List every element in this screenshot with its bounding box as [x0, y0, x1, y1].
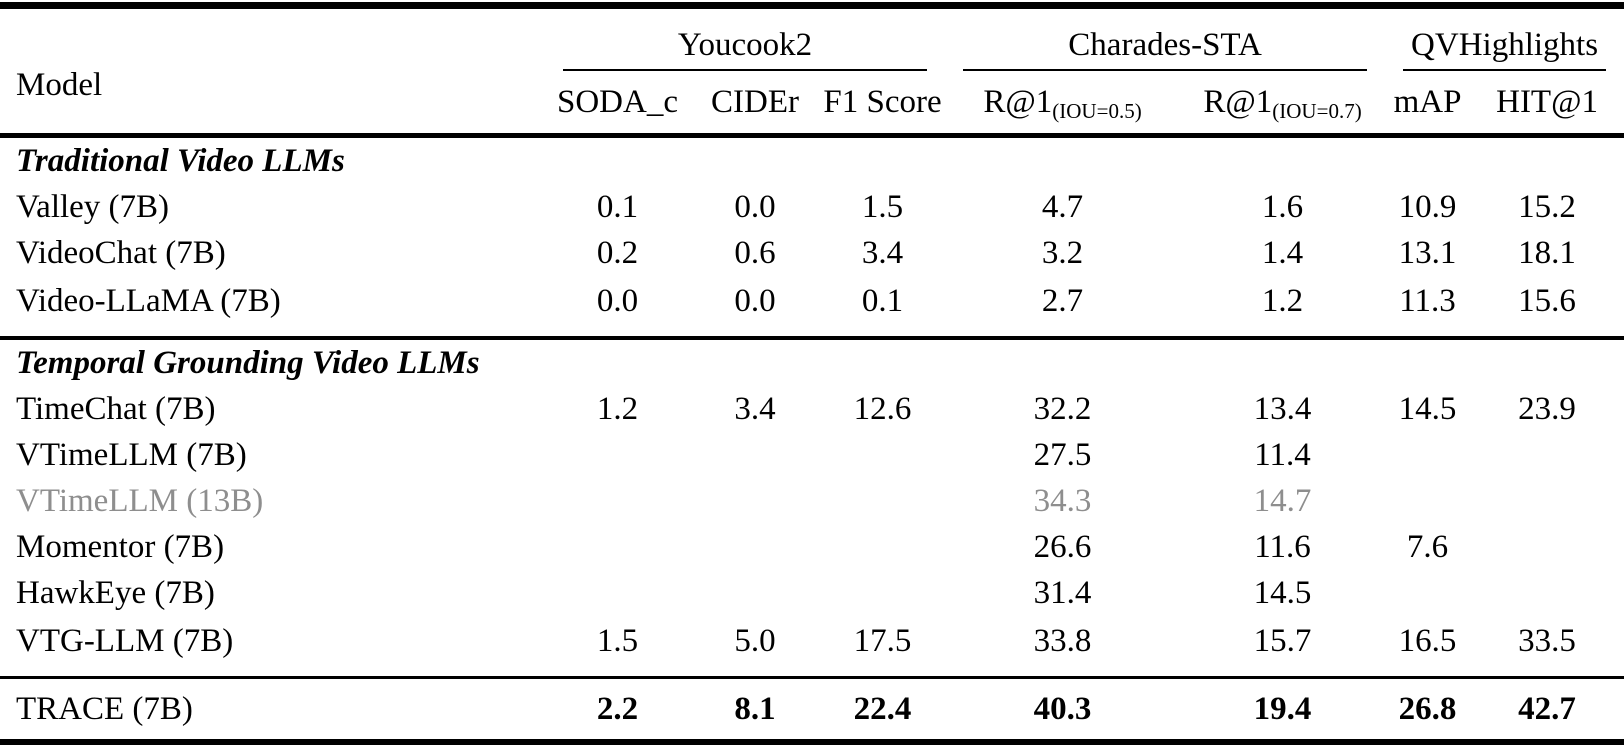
value-cell: 22.4	[820, 678, 945, 743]
value-cell: 32.2	[1033, 390, 1092, 427]
column-header-hit1: HIT@1	[1470, 71, 1624, 136]
model-name-cell: Valley (7B)	[16, 188, 170, 225]
model-header-label: Model	[16, 67, 103, 104]
value-cell: 0.1	[596, 188, 639, 225]
value-cell: 1.2	[1261, 282, 1304, 319]
value-cell: 26.6	[1033, 528, 1092, 565]
column-header-map: mAP	[1385, 71, 1470, 136]
value-cell: 18.1	[1518, 234, 1576, 271]
value-cell	[1470, 524, 1624, 570]
table-row	[0, 570, 1624, 616]
value-cell: 1.5	[596, 622, 639, 659]
value-cell: 17.5	[853, 622, 912, 659]
model-name-cell: TRACE (7B)	[0, 678, 545, 743]
value-cell	[1470, 570, 1624, 616]
value-cell: 42.7	[1470, 678, 1624, 743]
column-header-soda-c: SODA_c	[545, 71, 690, 136]
value-cell: 12.6	[853, 390, 912, 427]
group-label: Youcook2	[677, 27, 813, 64]
value-cell: 3.2	[1041, 234, 1084, 271]
group-label: Charades-STA	[1068, 27, 1262, 64]
value-cell: 1.5	[861, 188, 904, 225]
model-name-cell: Video-LLaMA (7B)	[16, 282, 281, 319]
value-cell: 0.0	[596, 282, 639, 319]
model-name-cell: Momentor (7B)	[16, 528, 225, 565]
model-name-cell: VTG-LLM (7B)	[16, 622, 234, 659]
table-footer	[0, 678, 1624, 743]
section-title-row	[0, 136, 1624, 185]
value-cell	[545, 478, 690, 524]
section-title-row	[0, 338, 1624, 386]
value-cell	[545, 570, 690, 616]
group-header-row	[0, 6, 1624, 72]
value-cell: 40.3	[945, 678, 1180, 743]
value-cell: 0.0	[734, 282, 776, 319]
value-cell: 15.7	[1253, 622, 1312, 659]
column-header-cider: CIDEr	[690, 71, 820, 136]
value-cell: 3.4	[734, 390, 776, 427]
value-cell	[545, 524, 690, 570]
value-cell: 31.4	[1033, 574, 1092, 611]
column-header-f1-score: F1 Score	[820, 71, 945, 136]
value-cell	[690, 570, 820, 616]
model-name-cell: VTimeLLM (13B)	[16, 482, 264, 519]
value-cell: 16.5	[1398, 622, 1457, 659]
value-cell	[1470, 478, 1624, 524]
section-title: Temporal Grounding Video LLMs	[0, 338, 1624, 386]
value-cell	[690, 432, 820, 478]
table-row	[0, 616, 1624, 678]
value-cell	[1385, 570, 1470, 616]
group-header-youcook2	[545, 6, 945, 72]
value-cell	[820, 478, 945, 524]
table-row	[0, 524, 1624, 570]
value-cell	[1385, 478, 1470, 524]
value-cell: 15.6	[1518, 282, 1576, 319]
value-cell: 23.9	[1518, 390, 1576, 427]
value-cell: 11.6	[1254, 528, 1311, 565]
value-cell: 0.0	[734, 188, 776, 225]
value-cell: 3.4	[861, 234, 904, 271]
value-cell: 13.4	[1253, 390, 1312, 427]
table-row	[0, 386, 1624, 432]
value-cell: 2.7	[1041, 282, 1084, 319]
column-header-r1-iou07: $R@1_{(IOU=0.7)}$	[1180, 71, 1385, 136]
value-cell: 34.3	[1033, 482, 1092, 519]
model-name-cell: HawkEye (7B)	[16, 574, 215, 611]
value-cell	[545, 432, 690, 478]
value-cell: 13.1	[1398, 234, 1457, 271]
result-row	[0, 678, 1624, 743]
value-cell: 33.8	[1033, 622, 1092, 659]
value-cell: 1.6	[1261, 188, 1304, 225]
value-cell: 8.1	[690, 678, 820, 743]
value-cell	[820, 432, 945, 478]
model-name-cell: VTimeLLM (7B)	[16, 436, 247, 473]
value-cell: 15.2	[1518, 188, 1576, 225]
table-row	[0, 184, 1624, 230]
value-cell: 19.4	[1180, 678, 1385, 743]
table-body	[0, 136, 1624, 678]
value-cell: 0.1	[861, 282, 904, 319]
value-cell: 2.2	[545, 678, 690, 743]
value-cell: 5.0	[734, 622, 776, 659]
table-row	[0, 230, 1624, 276]
value-cell: 0.6	[734, 234, 776, 271]
table-row	[0, 276, 1624, 338]
value-cell: 26.8	[1385, 678, 1470, 743]
value-cell	[690, 478, 820, 524]
value-cell: 33.5	[1518, 622, 1576, 659]
table-row	[0, 432, 1624, 478]
value-cell: 4.7	[1041, 188, 1084, 225]
value-cell: 14.7	[1253, 482, 1312, 519]
results-table	[0, 2, 1624, 745]
value-cell: 11.3	[1399, 282, 1456, 319]
group-header-charades-sta	[945, 6, 1385, 72]
value-cell	[820, 524, 945, 570]
value-cell: 14.5	[1398, 390, 1457, 427]
table-row	[0, 478, 1624, 524]
value-cell: 0.2	[596, 234, 639, 271]
model-name-cell: VideoChat (7B)	[16, 234, 226, 271]
group-label: QVHighlights	[1411, 27, 1599, 64]
value-cell: 14.5	[1253, 574, 1312, 611]
group-header-qvhighlights	[1385, 6, 1624, 72]
value-cell	[1385, 432, 1470, 478]
table-header	[0, 6, 1624, 136]
value-cell: 1.2	[596, 390, 639, 427]
value-cell	[820, 570, 945, 616]
value-cell	[1470, 432, 1624, 478]
model-column-header	[0, 6, 545, 136]
section-title: Traditional Video LLMs	[16, 142, 345, 179]
value-cell	[690, 524, 820, 570]
value-cell: 27.5	[1033, 436, 1092, 473]
value-cell: 11.4	[1254, 436, 1311, 473]
model-name-cell: TimeChat (7B)	[16, 390, 216, 427]
column-header-r1-iou05: $R@1_{(IOU=0.5)}$	[945, 71, 1180, 136]
value-cell: 10.9	[1398, 188, 1457, 225]
value-cell: 7.6	[1406, 528, 1449, 565]
value-cell: 1.4	[1261, 234, 1304, 271]
